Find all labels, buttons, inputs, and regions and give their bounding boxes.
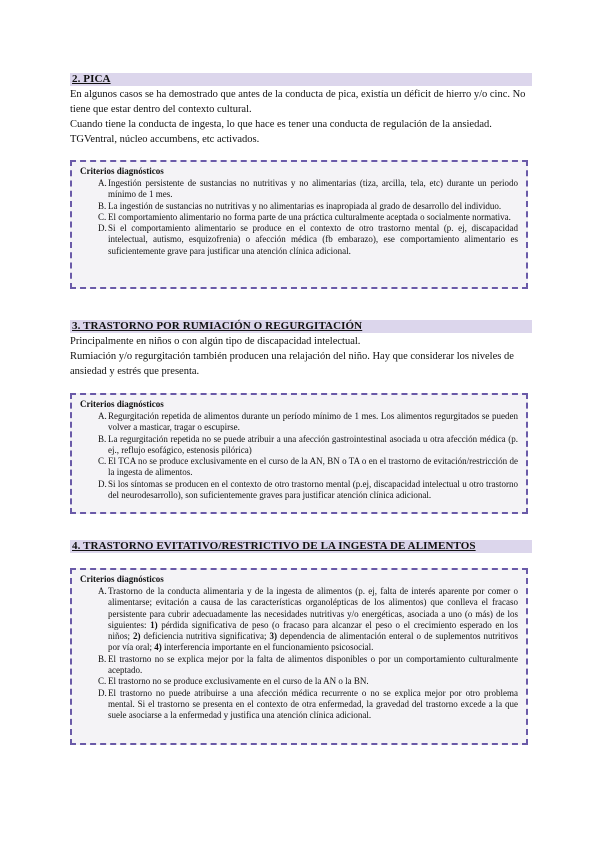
- criteria-letter: D.: [98, 223, 107, 234]
- rumiacion-paragraph-2: Rumiación y/o regurgitación también producen una relajación del niño. Hay que considerar los niveles de ansiedad y estrés que presenta.: [70, 351, 514, 377]
- criteria-letter: C.: [98, 211, 107, 222]
- pica-section: [70, 73, 532, 147]
- criteria-letter: A.: [98, 586, 107, 596]
- pica-paragraph-2: Cuando tiene la conducta de ingesta, lo que hace es tener una conducta de regulación de la ansiedad. TGVentral, núcleo accumbens, etc activados.: [70, 119, 492, 145]
- criteria-text: El comportamiento alimentario no forma parte de una práctica culturalmente aceptada o socialmente normativa.: [108, 211, 511, 222]
- criteria-text: El TCA no se produce exclusivamente en el curso de la AN, BN o TA o en el trastorno de evitación/restricción de la ingesta de alimentos.: [108, 456, 518, 478]
- criteria-item: [80, 654, 518, 677]
- criteria-item: [80, 178, 518, 201]
- criteria-item: [80, 456, 518, 479]
- criteria-letter: B.: [98, 653, 107, 664]
- evitativo-heading: 4. TRASTORNO EVITATIVO/RESTRICTIVO DE LA INGESTA DE ALIMENTOS: [70, 540, 532, 553]
- criteria-text: Trastorno de la conducta alimentaria y de la ingesta de alimentos (p. ej, falta de interés aparente por comer o alimentarse; evitación a causa de las características organolépticas de los alimentos) que conlleva el fracaso persistente para cubrir adecuadamente las necesidades nutritivas y/o energéticas, asociada a uno (o más) de los siguientes: 1) pérdida significativa de peso (o fracaso para alcanzar el peso o el crecimiento esperado en los niños; 2) deficiencia nutritiva significativa; 3) dependencia de alimentación enteral o de suplementos nutritivos por vía oral; 4) interferencia importante en el funcionamiento psicosocial.: [108, 586, 518, 653]
- pica-paragraph-1: En algunos casos se ha demostrado que antes de la conducta de pica, existía un déficit de hierro y/o cinc. No tiene que estar dentro del contexto cultural.: [70, 89, 526, 115]
- criteria-letter: A.: [98, 178, 107, 188]
- criteria-text: Ingestión persistente de sustancias no nutritivas y no alimentarias (tiza, arcilla, tela, etc) durante un periodo mínimo de 1 mes.: [108, 178, 518, 200]
- rumiacion-paragraph-1: Principalmente en niños o con algún tipo de discapacidad intelectual.: [70, 336, 361, 347]
- criteria-item: [80, 586, 518, 654]
- pica-criteria-box: [70, 160, 528, 289]
- criteria-text: La regurgitación repetida no se puede atribuir a una afección gastrointestinal asociada u otra afección médica (p. ej., reflujo esofágico, estenosis pilórica): [108, 433, 518, 455]
- pica-heading: 2. PICA: [70, 73, 532, 86]
- criteria-letter: D.: [98, 478, 107, 489]
- criteria-text: El trastorno no se produce exclusivamente en el curso de la AN o la BN.: [108, 676, 369, 687]
- criteria-item: [80, 212, 518, 223]
- criteria-title: Criterios diagnósticos: [80, 399, 164, 409]
- criteria-letter: C.: [98, 676, 107, 687]
- criteria-text: Si los síntomas se producen en el contexto de otro trastorno mental (p.ej, discapacidad intelectual u otro trastorno del neurodesarrollo), son suficientemente graves para justificar atención clínica adicional.: [108, 478, 518, 501]
- criteria-item: [80, 223, 518, 257]
- criteria-title: Criterios diagnósticos: [80, 574, 164, 584]
- criteria-letter: B.: [98, 433, 107, 444]
- criteria-letter: A.: [98, 411, 107, 421]
- criteria-letter: C.: [98, 456, 107, 467]
- criteria-letter: B.: [98, 200, 107, 211]
- rumiacion-heading: 3. TRASTORNO POR RUMIACIÓN O REGURGITACIÓN: [70, 320, 532, 333]
- criteria-text: La ingestión de sustancias no nutritivas y no alimentarias es inapropiada al grado de desarrollo del individuo.: [108, 200, 502, 211]
- criteria-text: Si el comportamiento alimentario se produce en el contexto de otro trastorno mental (p. ej, discapacidad intelectual, autismo, esquizofrenia) o afección médica (fb embarazo), ese comportamiento alimentario es suficientemente grave para justificar una atención clínica adicional.: [108, 223, 518, 256]
- rumiacion-criteria-box: [70, 393, 528, 514]
- rumiacion-section: [70, 320, 532, 379]
- criteria-item: [80, 676, 518, 687]
- criteria-title: Criterios diagnósticos: [80, 166, 164, 176]
- evitativo-section: [70, 540, 532, 553]
- evitativo-criteria-box: [70, 568, 528, 745]
- criteria-item: [80, 688, 518, 722]
- criteria-item: [80, 479, 518, 502]
- criteria-text: El trastorno no se explica mejor por la falta de alimentos disponibles o por un comportamiento culturalmente aceptado.: [108, 653, 518, 676]
- criteria-text: El trastorno no puede atribuirse a una afección médica recurrente o no se explica mejor por otro problema mental. Si el trastorno se presenta en el contexto de otra enfermedad, la gravedad del trastorno excede a la que suele asociarse a la enfermedad y justifica una atención clínica adicional.: [108, 687, 518, 721]
- criteria-text: Regurgitación repetida de alimentos durante un período mínimo de 1 mes. Los alimentos regurgitados se pueden volver a masticar, tragar o escupirse.: [108, 411, 518, 433]
- criteria-item: [80, 201, 518, 212]
- criteria-item: [80, 434, 518, 457]
- criteria-item: [80, 411, 518, 434]
- criteria-letter: D.: [98, 687, 107, 698]
